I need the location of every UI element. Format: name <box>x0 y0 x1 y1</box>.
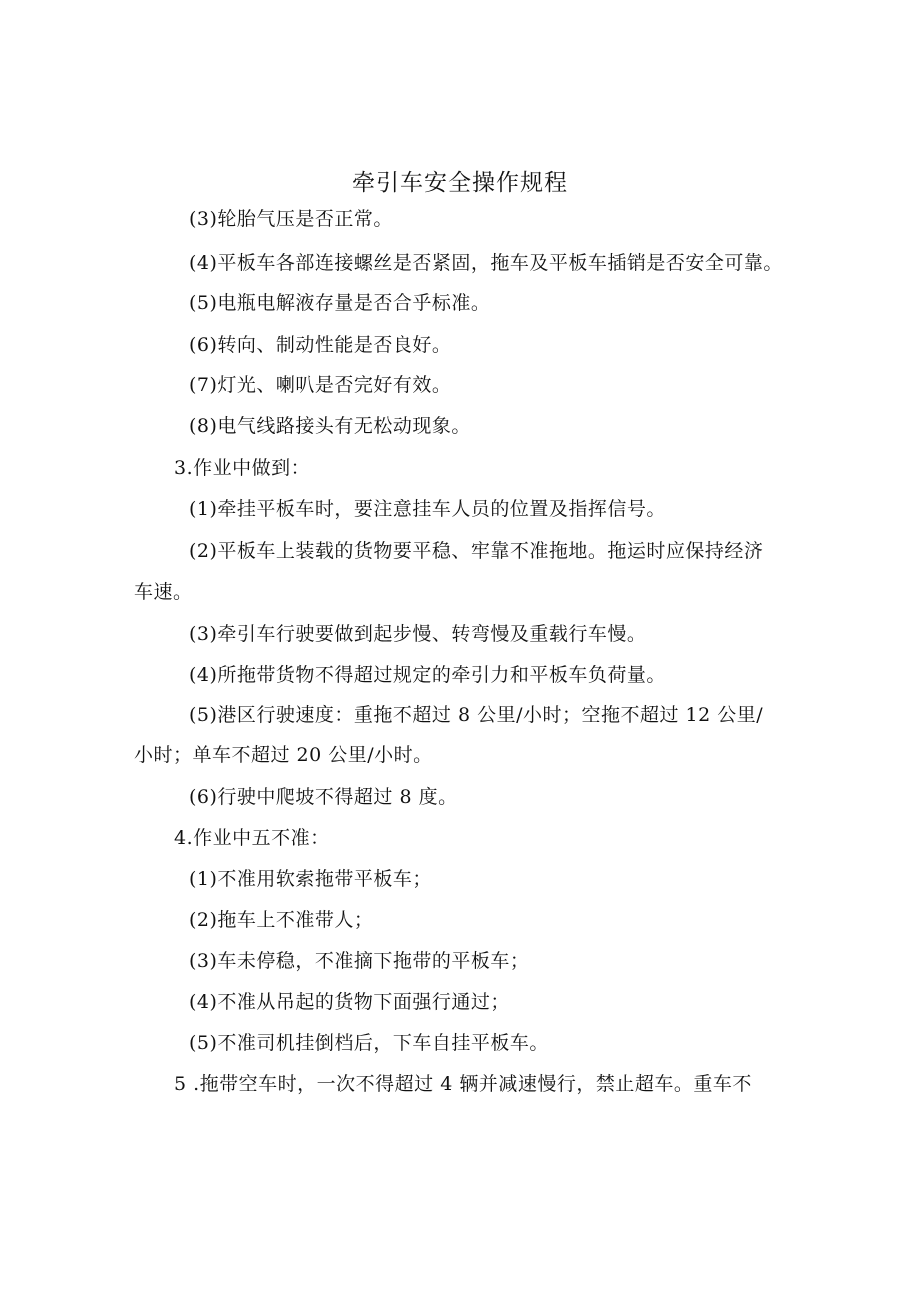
operation-item-3: (3)牵引车行驶要做到起步慢、转弯慢及重载行车慢。 <box>189 623 647 645</box>
section-heading-5: 5 .拖带空车时，一次不得超过 4 辆并减速慢行，禁止超车。重车不 <box>174 1073 752 1095</box>
check-item-6: (6)转向、制动性能是否良好。 <box>189 334 452 356</box>
section-heading-3: 3.作业中做到： <box>174 457 311 479</box>
check-item-7: (7)灯光、喇叭是否完好有效。 <box>189 374 452 396</box>
operation-item-1: (1)牵挂平板车时，要注意挂车人员的位置及指挥信号。 <box>189 498 666 520</box>
check-item-5: (5)电瓶电解液存量是否合乎标准。 <box>189 292 491 314</box>
operation-item-4: (4)所拖带货物不得超过规定的牵引力和平板车负荷量。 <box>189 664 666 686</box>
check-item-4: (4)平板车各部连接螺丝是否紧固，拖车及平板车插销是否安全可靠。 <box>189 252 783 274</box>
operation-item-2: (2)平板车上装载的货物要平稳、牢靠不准拖地。拖运时应保持经济 <box>189 540 764 562</box>
operation-item-5: (5)港区行驶速度：重拖不超过 8 公里/小时；空拖不超过 12 公里/ <box>189 704 764 726</box>
prohibition-item-3: (3)车未停稳，不准摘下拖带的平板车； <box>189 950 530 972</box>
prohibition-item-5: (5)不准司机挂倒档后，下车自挂平板车。 <box>189 1032 549 1054</box>
prohibition-item-1: (1)不准用软索拖带平板车； <box>189 868 432 890</box>
operation-item-6: (6)行驶中爬坡不得超过 8 度。 <box>189 786 458 808</box>
operation-item-2-cont: 车速。 <box>134 581 193 603</box>
operation-item-5-cont: 小时；单车不超过 20 公里/小时。 <box>134 744 433 766</box>
check-item-8: (8)电气线路接头有无松动现象。 <box>189 415 471 437</box>
prohibition-item-2: (2)拖车上不准带人； <box>189 909 374 931</box>
prohibition-item-4: (4)不准从吊起的货物下面强行通过； <box>189 991 510 1013</box>
section-heading-4: 4.作业中五不准： <box>174 827 330 849</box>
check-item-3: (3)轮胎气压是否正常。 <box>189 208 393 230</box>
document-title: 牵引车安全操作规程 <box>352 170 568 196</box>
